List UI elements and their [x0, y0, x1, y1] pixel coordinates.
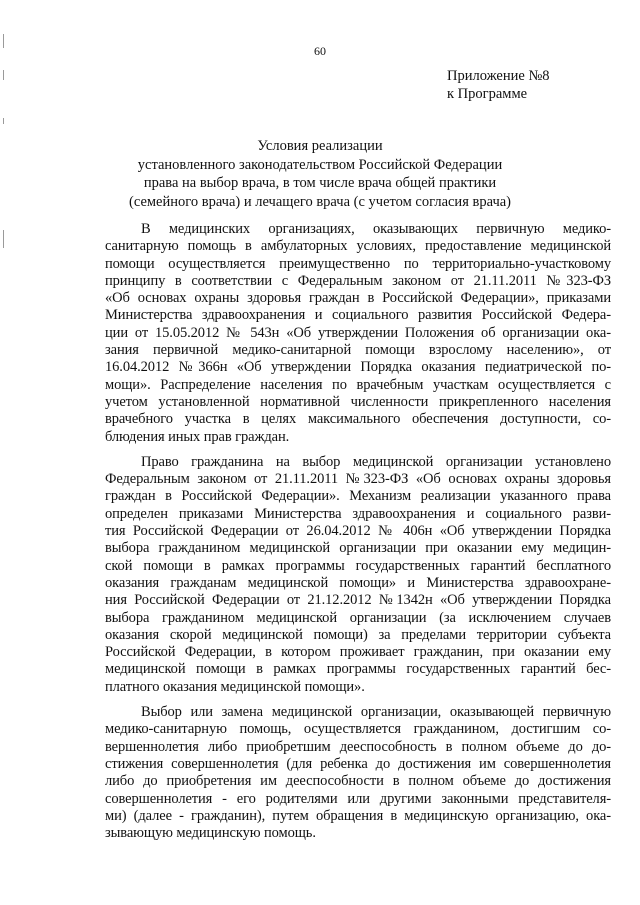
- paragraph-line: определен приказами Министерства здравоохранения и социального разви-: [105, 505, 611, 522]
- paragraph-line: медико-санитарную помощь, осуществляется гражданином, достигшим со-: [105, 721, 611, 738]
- title-line-4: (семейного врача) и лечащего врача (с учетом согласия врача): [129, 193, 511, 210]
- title-line-2: установленного законодательством Российской Федерации: [137, 156, 503, 173]
- paragraph-line: блюдения иных прав граждан.: [105, 428, 290, 445]
- paragraph-line: совершеннолетия - его родителями или другими законными представителя-: [105, 790, 611, 807]
- paragraph-line: В медицинских организациях, оказывающих первичную медико-: [141, 221, 611, 237]
- paragraph-line: оказания скорой медицинской помощи) за пределами территории субъекта: [105, 626, 611, 643]
- paragraph-line: «Об основах охраны здоровья граждан в Российской Федерации», приказами: [105, 290, 611, 307]
- paragraph-line: выбора гражданином медицинской организации (за исключением случаев: [105, 609, 611, 626]
- page-number: 60: [314, 44, 326, 58]
- paragraph-line: тия Российской Федерации от 26.04.2012 № 406н «Об утверждении Порядка: [105, 523, 611, 540]
- paragraph-line: санитарную помощь в амбулаторных условиях, предоставление медицинской: [105, 238, 611, 255]
- document-body: [105, 221, 611, 850]
- paragraph-line: зания первичной медико-санитарной помощи взрослому населению», от: [105, 342, 611, 359]
- paragraph-line: либо до приобретения им дееспособности в полном объеме до достижения: [105, 773, 611, 790]
- paragraph-line: учетом установленной нормативной численности прикрепленного населения: [105, 393, 611, 410]
- paragraph-line: Федеральным законом от 21.11.2011 №323-ФЗ «Об основах охраны здоровья: [105, 471, 611, 488]
- paragraph-line: Выбор или замена медицинской организации, оказывающей первичную: [141, 704, 611, 721]
- paragraph-line: ми) (далее - гражданин), путем обращения в медицинскую организацию, ока-: [105, 807, 611, 824]
- document-title: [0, 137, 640, 211]
- paragraph-line: граждан в Российской Федерации». Механизм реализации указанного права: [105, 488, 611, 505]
- paragraph-line: 16.04.2012 №366н «Об утверждении Порядка оказания педиатрической по-: [105, 359, 611, 376]
- paragraph-line: выбора гражданином медицинской организации при оказании ему медицин-: [105, 540, 611, 557]
- paragraph: [105, 454, 611, 696]
- title-line-1: Условия реализации: [257, 138, 383, 154]
- appendix-line-1: Приложение №8: [447, 68, 550, 84]
- paragraph-line: помощи осуществляется преимущественно по территориально-участковому: [105, 255, 611, 272]
- appendix-line-2: к Программе: [447, 86, 528, 102]
- paragraph-line: оказания гражданам медицинской помощи» и Министерства здравоохране-: [105, 574, 611, 591]
- title-line-3: права на выбор врача, в том числе врача общей практики: [143, 175, 497, 191]
- paragraph-line: стижения совершеннолетия (для ребенка до достижения им совершеннолетия: [105, 755, 611, 772]
- paragraph-line: Право гражданина на выбор медицинской организации установлено: [141, 453, 611, 470]
- paragraph-line: ния Российской Федерации от 21.12.2012 №1342н «Об утверждении Порядка: [105, 592, 611, 609]
- paragraph-line: платного оказания медицинской помощи».: [105, 678, 365, 695]
- paragraph-line: ции от 15.05.2012 № 543н «Об утверждении Положения об организации ока-: [105, 324, 611, 341]
- paragraph-line: Министерства здравоохранения и социального развития Российской Федера-: [105, 307, 611, 324]
- paragraph-line: принципу в соответствии с Федеральным законом от 21.11.2011 №323-ФЗ: [105, 272, 611, 289]
- paragraph: [105, 704, 611, 842]
- paragraph-line: врачебного участка в целях максимального обеспечения доступности, со-: [105, 411, 611, 428]
- appendix-heading: [447, 67, 550, 103]
- paragraph: [105, 221, 611, 446]
- paragraph-line: Российской Федерации, в котором проживает гражданин, при оказании ему: [105, 644, 611, 661]
- paragraph-line: вершеннолетия либо приобретшим дееспособность в полном объеме до до-: [105, 738, 611, 755]
- paragraph-line: мощи». Распределение населения по врачебным участкам осуществляется с: [105, 376, 611, 393]
- paragraph-line: медицинской помощи в рамках программы государственных гарантий бес-: [105, 661, 611, 678]
- paragraph-line: зывающую медицинскую помощь.: [105, 825, 316, 842]
- paragraph-line: ской помощи в рамках программы государственных гарантий бесплатного: [105, 557, 611, 574]
